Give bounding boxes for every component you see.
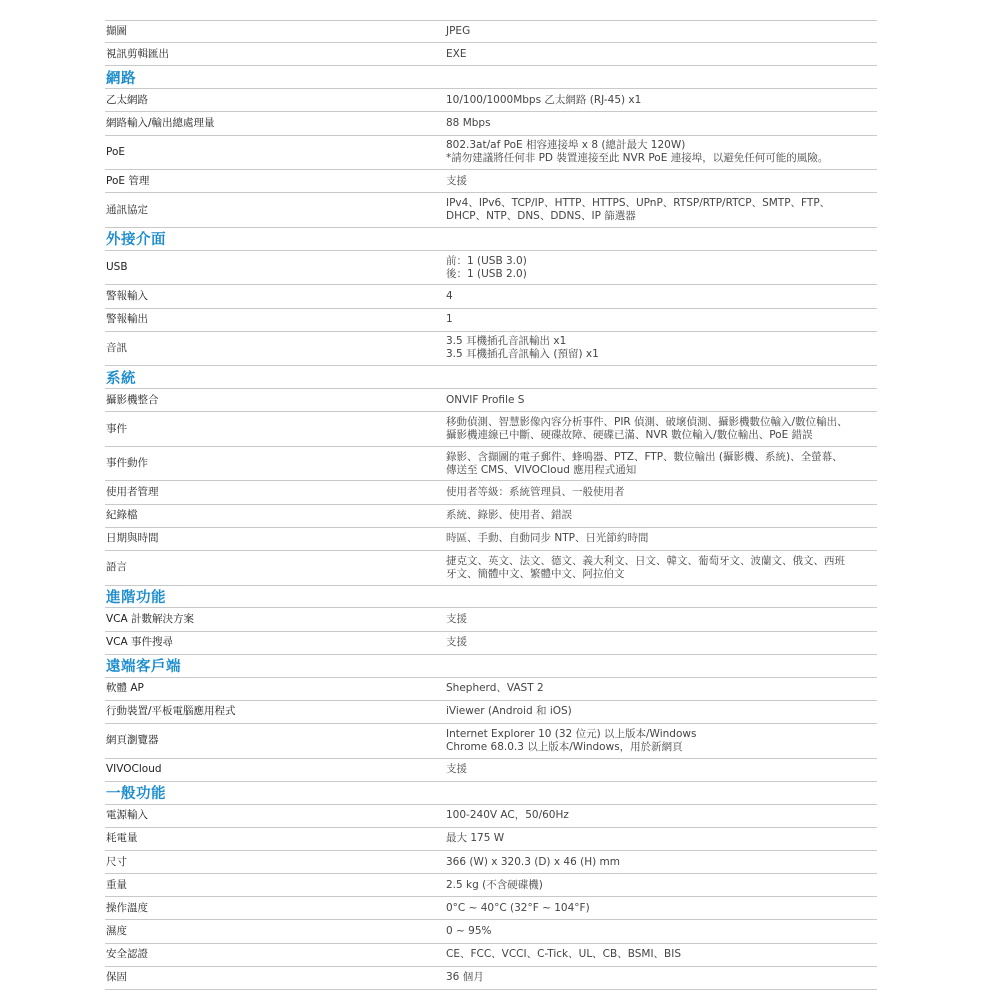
spec-row	[105, 874, 877, 897]
spec-label: 濕度	[106, 925, 127, 938]
spec-label: 重量	[106, 878, 127, 891]
spec-value-line: Shepherd、VAST 2	[446, 682, 544, 695]
spec-value-line: *請勿建議將任何非 PD 裝置連接至此 NVR PoE 連接埠，以避免任何可能的風險。	[446, 152, 829, 165]
spec-value-line: 攝影機連線已中斷、硬碟故障、硬碟已滿、NVR 數位輸入/數位輸出、PoE 錯誤	[446, 429, 813, 442]
spec-value-line: 後：1 (USB 2.0)	[446, 267, 527, 280]
spec-row	[105, 43, 877, 66]
spec-label: 語言	[106, 561, 127, 574]
spec-value	[446, 139, 877, 165]
spec-value-line: 使用者等級：系統管理員、一般使用者	[446, 486, 625, 499]
spec-value-line: DHCP、NTP、DNS、DDNS、IP 篩選器	[446, 210, 636, 223]
spec-row	[105, 89, 877, 112]
spec-label: VIVOCloud	[106, 763, 162, 776]
spec-value	[446, 636, 877, 649]
spec-value	[446, 451, 877, 477]
spec-row	[105, 678, 877, 701]
spec-row	[105, 724, 877, 759]
spec-value	[446, 290, 877, 303]
spec-row	[105, 828, 877, 851]
spec-label: 日期與時間	[106, 532, 159, 545]
spec-value-line: 最大 175 W	[446, 832, 505, 845]
spec-value	[446, 682, 877, 695]
spec-value	[446, 971, 877, 984]
spec-label: 警報輸出	[106, 313, 148, 326]
spec-row	[105, 193, 877, 228]
spec-row	[105, 608, 877, 631]
spec-value-line: 系統、錄影、使用者、錯誤	[446, 509, 572, 522]
spec-label: 尺寸	[106, 855, 127, 868]
spec-value-line: 366 (W) x 320.3 (D) x 46 (H) mm	[446, 855, 620, 868]
spec-value	[446, 175, 877, 188]
spec-value	[446, 809, 877, 822]
spec-label: USB	[106, 261, 128, 274]
spec-label: 警報輸入	[106, 289, 148, 302]
spec-label: 視訊剪輯匯出	[106, 47, 169, 60]
spec-label: 網路輸入/輸出總處理量	[106, 116, 215, 129]
spec-value-line: 0°C ~ 40°C (32°F ~ 104°F)	[446, 901, 590, 914]
spec-row	[105, 897, 877, 920]
spec-row	[105, 285, 877, 308]
spec-value-line: 移動偵測、智慧影像內容分析事件、PIR 偵測、破壞偵測、攝影機數位輸入/數位輸出、	[446, 416, 848, 429]
spec-value-line: Internet Explorer 10 (32 位元) 以上版本/Windows	[446, 727, 697, 740]
spec-value-line: EXE	[446, 47, 467, 60]
spec-row	[105, 805, 877, 828]
spec-label: 耗電量	[106, 832, 138, 845]
spec-value-line: 100-240V AC，50/60Hz	[446, 809, 569, 822]
spec-row	[105, 20, 877, 43]
spec-value	[446, 197, 877, 223]
spec-value-line: 支援	[446, 763, 467, 776]
spec-value	[446, 335, 877, 361]
spec-value	[446, 555, 877, 581]
section-title: 外接介面	[106, 232, 166, 249]
spec-value-line: iViewer (Android 和 iOS)	[446, 705, 572, 718]
spec-row	[105, 528, 877, 551]
spec-label: 通訊協定	[106, 203, 148, 216]
spec-row	[105, 412, 877, 447]
spec-label: 軟體 AP	[106, 682, 144, 695]
spec-value-line: 88 Mbps	[446, 116, 491, 129]
spec-label: 乙太網路	[106, 93, 148, 106]
spec-row	[105, 632, 877, 655]
spec-value-line: 3.5 耳機插孔音訊輸入 (預留) x1	[446, 348, 599, 361]
spec-value-line: 傳送至 CMS、VIVOCloud 應用程式通知	[446, 463, 637, 476]
spec-label: 網頁瀏覽器	[106, 734, 159, 747]
spec-value	[446, 948, 877, 961]
spec-label: 擷圖	[106, 25, 127, 38]
spec-label: 紀錄檔	[106, 509, 138, 522]
spec-row	[105, 920, 877, 943]
spec-value	[446, 763, 877, 776]
spec-table	[105, 20, 877, 990]
spec-value	[446, 48, 877, 61]
spec-row	[105, 505, 877, 528]
spec-value	[446, 25, 877, 38]
spec-value	[446, 532, 877, 545]
spec-value-line: 36 個月	[446, 971, 484, 984]
spec-row	[105, 136, 877, 171]
spec-label: 攝影機整合	[106, 393, 159, 406]
spec-value-line: 支援	[446, 174, 467, 187]
spec-value	[446, 832, 877, 845]
section-header	[105, 586, 877, 609]
spec-label: 音訊	[106, 341, 127, 354]
spec-value	[446, 728, 877, 754]
spec-row	[105, 759, 877, 782]
spec-row	[105, 851, 877, 874]
spec-value-line: 10/100/1000Mbps 乙太網路 (RJ-45) x1	[446, 93, 642, 106]
spec-label: 事件	[106, 422, 127, 435]
spec-row	[105, 332, 877, 367]
spec-label: PoE	[106, 145, 126, 158]
spec-value-line: 1	[446, 313, 453, 326]
spec-label: 安全認證	[106, 948, 148, 961]
spec-value-line: IPv4、IPv6、TCP/IP、HTTP、HTTPS、UPnP、RTSP/RTP/RTCP、SMTP、FTP、	[446, 197, 831, 210]
spec-value-line: 捷克文、英文、法文、德文、義大利文、日文、韓文、葡萄牙文、波蘭文、俄文、西班	[446, 554, 845, 567]
spec-value-line: 0 ~ 95%	[446, 925, 492, 938]
spec-value-line: ONVIF Profile S	[446, 393, 525, 406]
spec-row	[105, 389, 877, 412]
spec-value-line: 支援	[446, 613, 467, 625]
spec-value	[446, 879, 877, 892]
spec-value-line: 前：1 (USB 3.0)	[446, 254, 527, 267]
spec-label: VCA 事件搜尋	[106, 636, 174, 649]
spec-value-line: 802.3at/af PoE 相容連接埠 x 8 (總計最大 120W)	[446, 139, 686, 152]
spec-value-line: 4	[446, 289, 453, 302]
spec-value-line: 時區、手動、自動同步 NTP、日光節約時間	[446, 532, 649, 545]
spec-value-line: 2.5 kg (不含硬碟機)	[446, 878, 543, 891]
spec-value	[446, 509, 877, 522]
section-header	[105, 366, 877, 389]
spec-value	[446, 416, 877, 442]
spec-row	[105, 251, 877, 286]
section-title: 系統	[106, 370, 136, 387]
section-title: 一般功能	[106, 786, 166, 803]
section-header	[105, 782, 877, 805]
spec-value	[446, 705, 877, 718]
spec-row	[105, 112, 877, 135]
spec-row	[105, 551, 877, 586]
spec-value-line: 3.5 耳機插孔音訊輸出 x1	[446, 335, 567, 348]
spec-value	[446, 117, 877, 130]
spec-value-line: 錄影、含擷圖的電子郵件、蜂鳴器、PTZ、FTP、數位輸出 (攝影機、系統)、全螢幕、	[446, 450, 843, 463]
spec-value	[446, 925, 877, 938]
spec-label: 電源輸入	[106, 809, 148, 822]
spec-label: VCA 計數解決方案	[106, 613, 195, 625]
spec-row	[105, 967, 877, 990]
spec-label: 行動裝置/平板電腦應用程式	[106, 705, 236, 718]
spec-value-line: 支援	[446, 636, 467, 649]
spec-label: 操作溫度	[106, 901, 148, 914]
section-title: 進階功能	[106, 590, 166, 606]
spec-value-line: 牙文、簡體中文、繁體中文、阿拉伯文	[446, 567, 625, 580]
spec-label: PoE 管理	[106, 174, 150, 187]
section-title: 遠端客戶端	[106, 659, 181, 676]
spec-value	[446, 313, 877, 326]
spec-row	[105, 481, 877, 504]
spec-value	[446, 486, 877, 499]
spec-value	[446, 255, 877, 281]
spec-value	[446, 856, 877, 869]
section-title: 網路	[106, 70, 136, 87]
spec-value-line: JPEG	[446, 25, 471, 38]
spec-value	[446, 394, 877, 407]
spec-value	[446, 902, 877, 915]
spec-label: 保固	[106, 971, 127, 984]
spec-label: 使用者管理	[106, 486, 159, 499]
spec-value	[446, 94, 877, 107]
section-header	[105, 228, 877, 251]
spec-row	[105, 944, 877, 967]
spec-value	[446, 613, 877, 626]
section-header	[105, 655, 877, 678]
spec-row	[105, 701, 877, 724]
spec-value-line: Chrome 68.0.3 以上版本/Windows，用於新網頁	[446, 740, 683, 753]
spec-value-line: CE、FCC、VCCI、C-Tick、UL、CB、BSMI、BIS	[446, 948, 682, 961]
section-header	[105, 66, 877, 89]
spec-row	[105, 447, 877, 482]
spec-label: 事件動作	[106, 457, 148, 470]
spec-row	[105, 309, 877, 332]
spec-row	[105, 170, 877, 193]
